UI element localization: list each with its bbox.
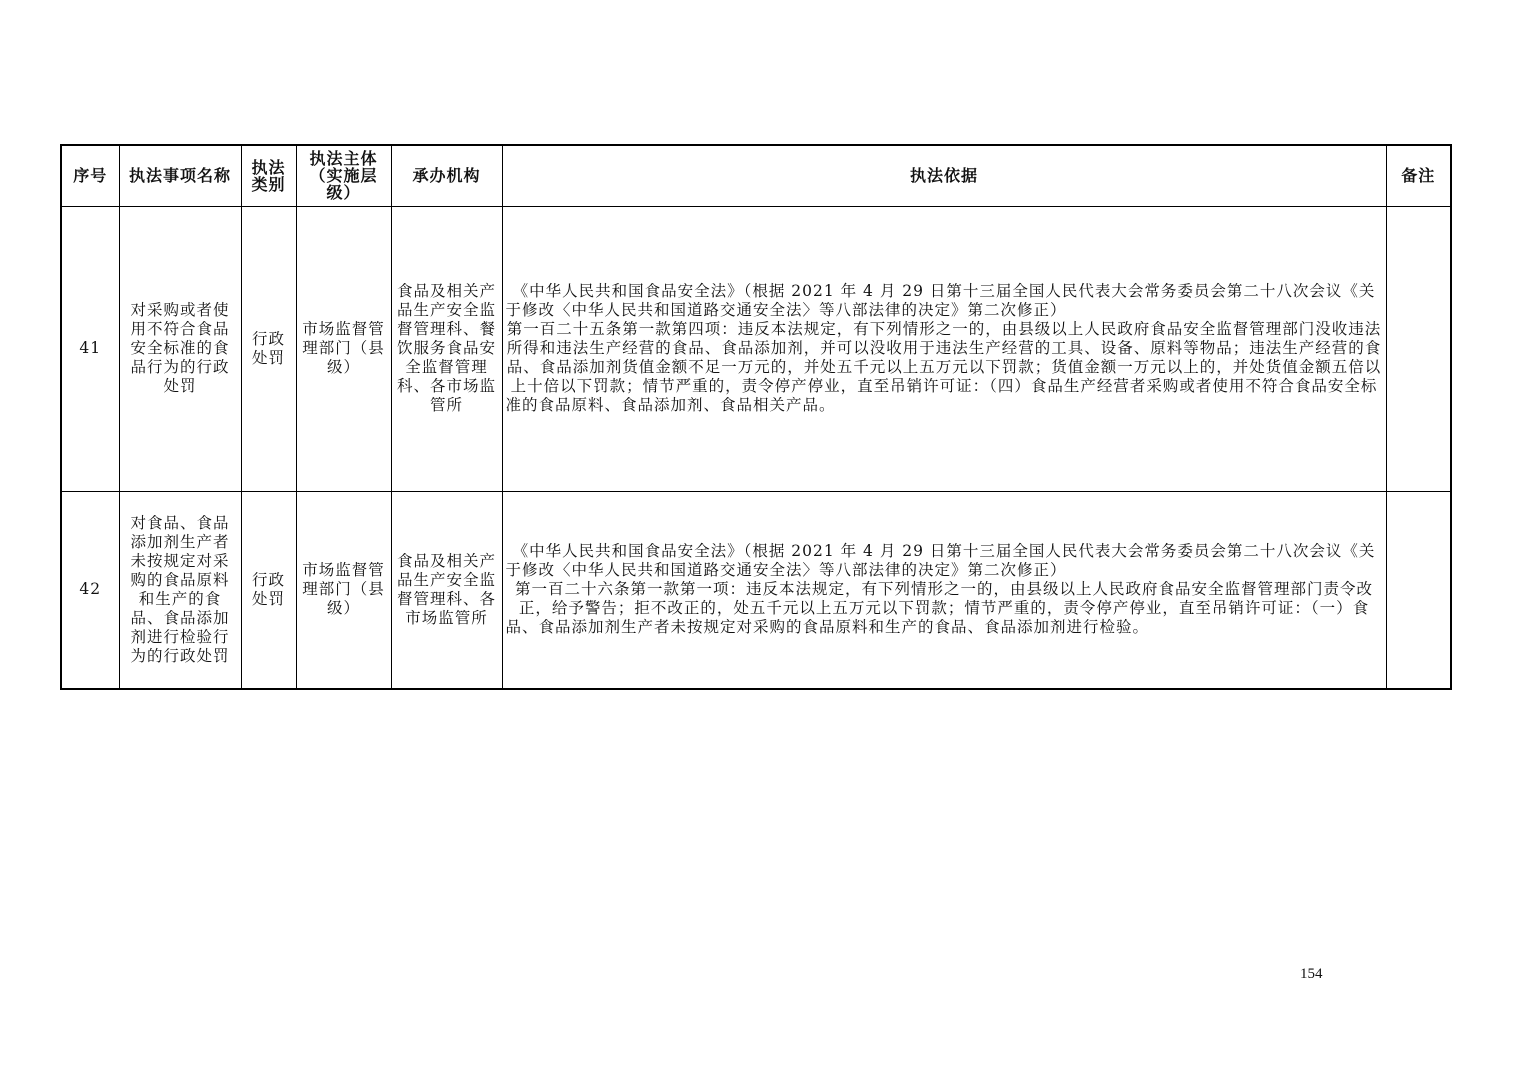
basis-law: 《中华人民共和国食品安全法》（根据 2021 年 4 月 29 日第十三届全国人民代表大会常务委员会第二十八次会议《关于修改〈中华人民共和国道路交通安全法〉等八部法律的决定》第二次修正） — [505, 542, 1376, 580]
basis-law: 《中华人民共和国食品安全法》（根据 2021 年 4 月 29 日第十三届全国人民代表大会常务委员会第二十八次会议《关于修改〈中华人民共和国道路交通安全法〉等八部法律的决定》第二次修正） — [505, 282, 1376, 319]
row-basis — [502, 491, 1386, 689]
row-subject: 市场监督管理部门（县级） — [296, 491, 391, 689]
header-agency: 承办机构 — [391, 145, 502, 206]
row-seq: 42 — [61, 491, 119, 689]
header-basis: 执法依据 — [502, 145, 1386, 206]
row-subject: 市场监督管理部门（县级） — [296, 206, 391, 491]
page-number: 154 — [1300, 966, 1323, 982]
header-subject: 执法主体（实施层级） — [296, 145, 391, 206]
row-basis — [502, 206, 1386, 491]
enforcement-items-table — [60, 144, 1452, 690]
header-remarks: 备注 — [1386, 145, 1451, 206]
row-agency: 食品及相关产品生产安全监督管理科、各市场监管所 — [391, 491, 502, 689]
row-item-name: 对采购或者使用不符合食品安全标准的食品行为的行政处罚 — [119, 206, 241, 491]
table-row — [61, 206, 1451, 491]
row-item-name: 对食品、食品添加剂生产者未按规定对采购的食品原料和生产的食品、食品添加剂进行检验行为的行政处罚 — [119, 491, 241, 689]
header-item-name: 执法事项名称 — [119, 145, 241, 206]
basis-article: 第一百二十五条第一款第四项：违反本法规定，有下列情形之一的，由县级以上人民政府食品安全监督管理部门没收违法所得和违法生产经营的食品、食品添加剂，并可以没收用于违法生产经营的工具、设备、原料等物品；违法生产经营的食品、食品添加剂货值金额不足一万元的，并处五千元以上五万元以下罚款；货值金额一万元以上的，并处货值金额五倍以上十倍以下罚款；情节严重的，责令停产停业，直至吊销许可证：（四）食品生产经营者采购或者使用不符合食品安全标准的食品原料、食品添加剂、食品相关产品。 — [505, 320, 1382, 414]
row-remarks — [1386, 491, 1451, 689]
row-category: 行政处罚 — [241, 206, 296, 491]
table-header-row — [61, 145, 1451, 206]
row-seq: 41 — [61, 206, 119, 491]
row-category: 行政处罚 — [241, 491, 296, 689]
header-seq: 序号 — [61, 145, 119, 206]
row-agency: 食品及相关产品生产安全监督管理科、餐饮服务食品安全监督管理科、各市场监管所 — [391, 206, 502, 491]
row-remarks — [1386, 206, 1451, 491]
table-row — [61, 491, 1451, 689]
basis-article: 第一百二十六条第一款第一项：违反本法规定，有下列情形之一的，由县级以上人民政府食品安全监督管理部门责令改正，给予警告；拒不改正的，处五千元以上五万元以下罚款；情节严重的，责令停产停业，直至吊销许可证：（一）食品、食品添加剂生产者未按规定对采购的食品原料和生产的食品、食品添加剂进行检验。 — [505, 580, 1373, 637]
header-category: 执法类别 — [241, 145, 296, 206]
